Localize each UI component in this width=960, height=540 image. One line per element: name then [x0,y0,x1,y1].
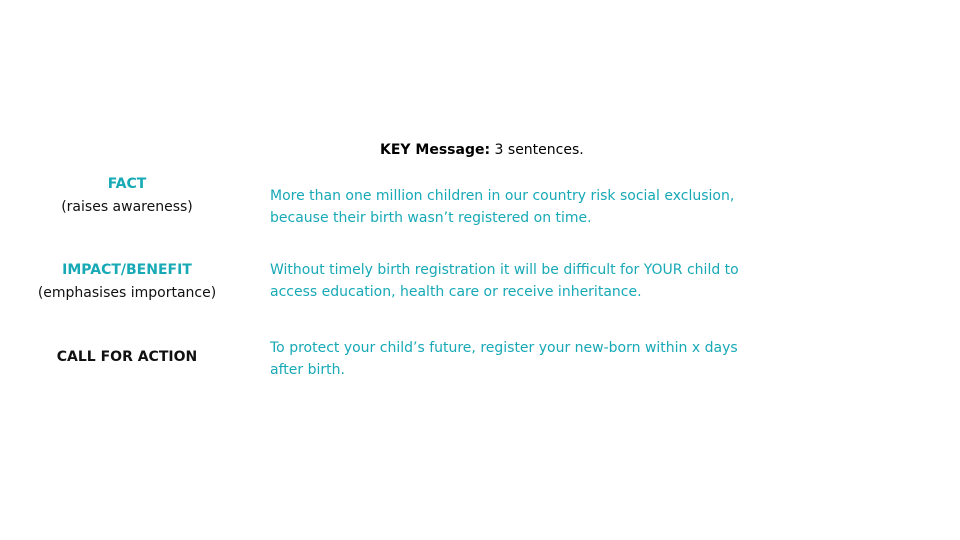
call-for-action-label-block [0,346,254,369]
call-for-action-text: To protect your child’s future, register your new-born within x days after birth. [270,340,738,378]
key-message-lead: KEY Message [380,142,485,158]
key-message-rest: 3 sentences. [490,142,584,158]
impact-label: IMPACT/BENEFIT [62,262,192,278]
impact-label-block [0,259,254,305]
fact-label: FACT [107,176,147,192]
key-message-heading [380,142,584,158]
impact-text: Without timely birth registration it will be difficult for YOUR child to access education, health care or receive inheritance. [270,262,739,300]
key-message-colon: : [484,142,491,158]
fact-label-block [0,173,254,219]
fact-text: More than one million children in our country risk social exclusion, because their birth wasn’t registered on time. [270,188,735,226]
fact-sublabel: (raises awareness) [61,199,193,215]
impact-sublabel: (emphasises importance) [37,285,217,301]
call-for-action-label: CALL FOR ACTION [56,349,198,365]
